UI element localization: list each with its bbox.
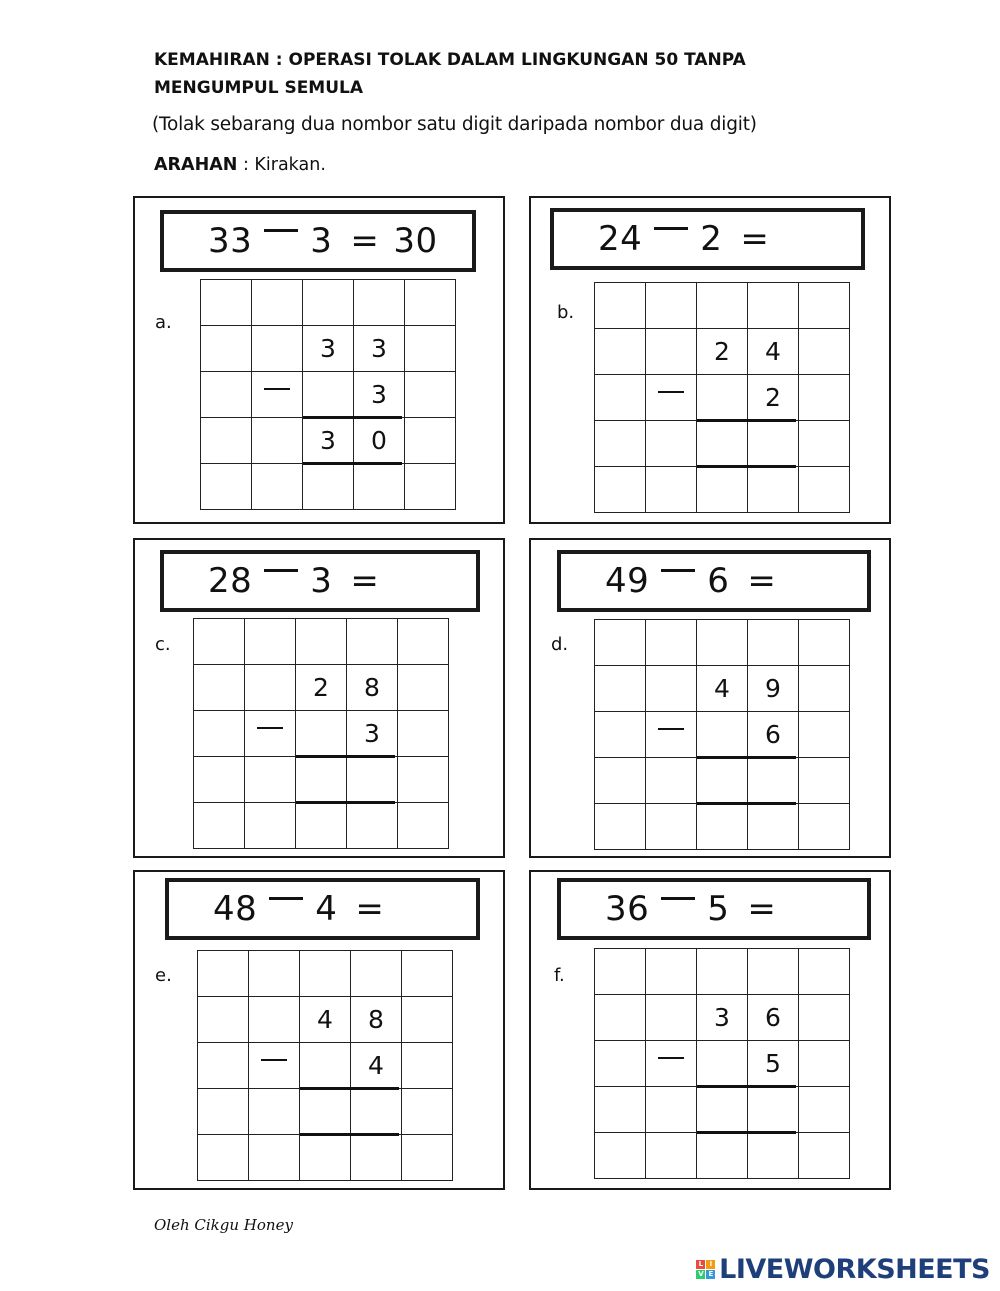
top-digit: 6 [748,995,799,1041]
grid-cell [799,329,850,375]
grid-cell [245,757,296,803]
grid-cell [252,464,303,510]
grid-cell [799,283,850,329]
bottom-digit: 3 [354,372,405,418]
minus-sign [261,1059,287,1061]
equation-text [213,889,398,929]
grid-cell [595,1087,646,1133]
grid-cell [198,997,249,1043]
grid-cell [405,280,456,326]
answer-digit-input[interactable] [296,757,347,803]
grid-cell [799,375,850,421]
operator-minus [646,1041,697,1087]
equation-minuend: 28 [208,561,253,601]
answer-line [697,756,796,759]
answer-line [697,802,796,805]
grid-cell [351,951,402,997]
grid-cell [249,1089,300,1135]
answer-line [300,1087,399,1090]
bottom-digit [697,712,748,758]
answer-digit-input[interactable] [347,757,398,803]
top-digit: 4 [748,329,799,375]
answer-digit-input[interactable] [697,1087,748,1133]
minus-sign [658,1057,684,1059]
grid-cell [201,464,252,510]
answer-line [303,462,402,465]
place-value-grid [197,950,453,1181]
top-digit: 9 [748,666,799,712]
grid-cell [351,1135,402,1181]
problem-letter: a. [155,312,172,333]
top-digit: 8 [351,997,402,1043]
grid-cell [646,758,697,804]
grid-cell [595,995,646,1041]
place-value-grid [594,948,850,1179]
subtitle: (Tolak sebarang dua nombor satu digit daripada nombor dua digit) [152,114,757,135]
equation-text [598,219,783,259]
grid-cell [245,619,296,665]
answer-digit-input[interactable]: 3 [303,418,354,464]
grid-cell [697,1133,748,1179]
grid-cell [595,949,646,995]
grid-cell [402,1043,453,1089]
signature: Oleh Cikgu Honey [154,1216,293,1234]
grid-cell [198,1135,249,1181]
equation-minuend: 36 [605,889,650,929]
grid-cell [646,620,697,666]
grid-cell [595,467,646,513]
grid-cell [799,758,850,804]
grid-cell [697,949,748,995]
grid-cell [398,619,449,665]
equation-subtrahend: 3 [310,221,333,261]
equation-box [550,208,865,270]
grid-cell [405,372,456,418]
bottom-digit: 4 [351,1043,402,1089]
answer-digit-input[interactable]: 0 [354,418,405,464]
top-digit: 2 [296,665,347,711]
grid-cell [697,804,748,850]
grid-cell [799,949,850,995]
grid-cell [201,326,252,372]
instruction-label: ARAHAN [154,155,238,175]
grid-cell [646,995,697,1041]
grid-cell [697,620,748,666]
grid-cell [354,464,405,510]
grid-cell [646,949,697,995]
equals-sign: = [740,219,770,259]
equation-subtrahend: 5 [707,889,730,929]
equation-subtrahend: 4 [315,889,338,929]
answer-digit-input[interactable] [748,758,799,804]
instruction [154,155,326,175]
grid-cell [398,757,449,803]
grid-cell [595,283,646,329]
grid-cell [799,712,850,758]
equation-text [208,221,438,261]
minus-sign [264,388,290,390]
equation-box [160,550,480,612]
answer-digit-input[interactable] [697,421,748,467]
problem-letter: d. [551,634,569,655]
grid-cell [402,997,453,1043]
minus-sign [661,569,695,572]
equation-minuend: 33 [208,221,253,261]
grid-cell [249,951,300,997]
brand-name: LIVEWORKSHEETS [719,1254,990,1285]
equals-sign: = [350,221,380,261]
equation-box [557,550,871,612]
equation-box [557,878,871,940]
grid-cell [595,804,646,850]
grid-cell [595,375,646,421]
bottom-digit: 3 [347,711,398,757]
bottom-digit [300,1043,351,1089]
liveworksheets-logo [696,1254,990,1285]
grid-cell [646,666,697,712]
grid-cell [402,951,453,997]
minus-sign [661,897,695,900]
answer-line [697,1131,796,1134]
equation-minuend: 24 [598,219,643,259]
operator-minus [646,375,697,421]
answer-line [296,801,395,804]
equation-subtrahend: 6 [707,561,730,601]
equation-minuend: 49 [605,561,650,601]
top-digit: 4 [697,666,748,712]
problem-letter: f. [554,965,565,986]
equals-sign: = [355,889,385,929]
minus-sign [658,728,684,730]
grid-cell [398,711,449,757]
bottom-digit [303,372,354,418]
grid-cell [194,665,245,711]
grid-cell [646,283,697,329]
grid-cell [198,1043,249,1089]
grid-cell [595,421,646,467]
grid-cell [303,464,354,510]
grid-cell [799,1041,850,1087]
minus-sign [269,897,303,900]
grid-cell [201,372,252,418]
equation-minuend: 48 [213,889,258,929]
equation-box [165,878,480,940]
grid-cell [194,711,245,757]
grid-cell [198,951,249,997]
grid-cell [697,467,748,513]
bottom-digit: 6 [748,712,799,758]
instruction-text: : Kirakan. [237,155,326,175]
equation-text [605,561,790,601]
answer-line [300,1133,399,1136]
grid-cell [595,1041,646,1087]
operator-minus [252,372,303,418]
problem-letter: c. [155,634,171,655]
grid-cell [303,280,354,326]
grid-cell [252,326,303,372]
grid-cell [799,1087,850,1133]
answer-digit-input[interactable] [351,1089,402,1135]
answer-line [303,416,402,419]
grid-cell [405,326,456,372]
grid-cell [799,666,850,712]
grid-cell [748,949,799,995]
place-value-grid [594,619,850,850]
grid-cell [748,1133,799,1179]
equation-text [208,561,393,601]
grid-cell [194,619,245,665]
grid-cell [347,619,398,665]
equals-sign: = [350,561,380,601]
grid-cell [249,1135,300,1181]
answer-line [697,1085,796,1088]
grid-cell [799,421,850,467]
grid-cell [252,418,303,464]
grid-cell [646,421,697,467]
grid-cell [405,464,456,510]
top-digit: 4 [300,997,351,1043]
place-value-grid [193,618,449,849]
place-value-grid [200,279,456,510]
answer-digit-input[interactable] [300,1089,351,1135]
grid-cell [595,712,646,758]
grid-cell [595,1133,646,1179]
equation-box [160,210,476,272]
grid-cell [595,620,646,666]
bottom-digit [296,711,347,757]
top-digit: 3 [354,326,405,372]
grid-cell [201,418,252,464]
brand-logo-icon: L I V E [696,1260,715,1279]
equation-text [605,889,790,929]
answer-line [697,419,796,422]
grid-cell [697,283,748,329]
equation-answer-input[interactable]: 30 [393,221,438,261]
grid-cell [646,467,697,513]
minus-sign [654,227,688,230]
operator-minus [245,711,296,757]
grid-cell [201,280,252,326]
answer-line [697,465,796,468]
grid-cell [799,804,850,850]
top-digit: 8 [347,665,398,711]
answer-digit-input[interactable] [748,1087,799,1133]
answer-digit-input[interactable] [697,758,748,804]
grid-cell [595,329,646,375]
equals-sign: = [747,561,777,601]
bottom-digit [697,1041,748,1087]
equation-subtrahend: 2 [700,219,723,259]
grid-cell [249,997,300,1043]
grid-cell [402,1135,453,1181]
grid-cell [296,803,347,849]
grid-cell [300,951,351,997]
problem-letter: b. [557,302,575,323]
grid-cell [799,620,850,666]
grid-cell [198,1089,249,1135]
grid-cell [405,418,456,464]
top-digit: 2 [697,329,748,375]
grid-cell [748,804,799,850]
place-value-grid [594,282,850,513]
grid-cell [799,467,850,513]
grid-cell [300,1135,351,1181]
grid-cell [347,803,398,849]
operator-minus [646,712,697,758]
answer-line [296,755,395,758]
operator-minus [249,1043,300,1089]
grid-cell [748,467,799,513]
bottom-digit: 5 [748,1041,799,1087]
grid-cell [646,1133,697,1179]
grid-cell [252,280,303,326]
top-digit: 3 [303,326,354,372]
grid-cell [748,283,799,329]
grid-cell [245,803,296,849]
skill-title: KEMAHIRAN : OPERASI TOLAK DALAM LINGKUNGAN 50 TANPA MENGUMPUL SEMULA [154,50,746,98]
grid-cell [296,619,347,665]
bottom-digit: 2 [748,375,799,421]
grid-cell [595,758,646,804]
equation-subtrahend: 3 [310,561,333,601]
grid-cell [194,757,245,803]
grid-cell [646,1087,697,1133]
bottom-digit [697,375,748,421]
equals-sign: = [747,889,777,929]
minus-sign [658,391,684,393]
grid-cell [748,620,799,666]
grid-cell [646,329,697,375]
grid-cell [194,803,245,849]
grid-cell [354,280,405,326]
minus-sign [257,727,283,729]
grid-cell [595,666,646,712]
grid-cell [799,1133,850,1179]
minus-sign [264,569,298,572]
minus-sign [264,229,298,232]
answer-digit-input[interactable] [748,421,799,467]
grid-cell [398,665,449,711]
grid-cell [398,803,449,849]
grid-cell [646,804,697,850]
grid-cell [402,1089,453,1135]
grid-cell [245,665,296,711]
grid-cell [799,995,850,1041]
top-digit: 3 [697,995,748,1041]
problem-letter: e. [155,965,172,986]
